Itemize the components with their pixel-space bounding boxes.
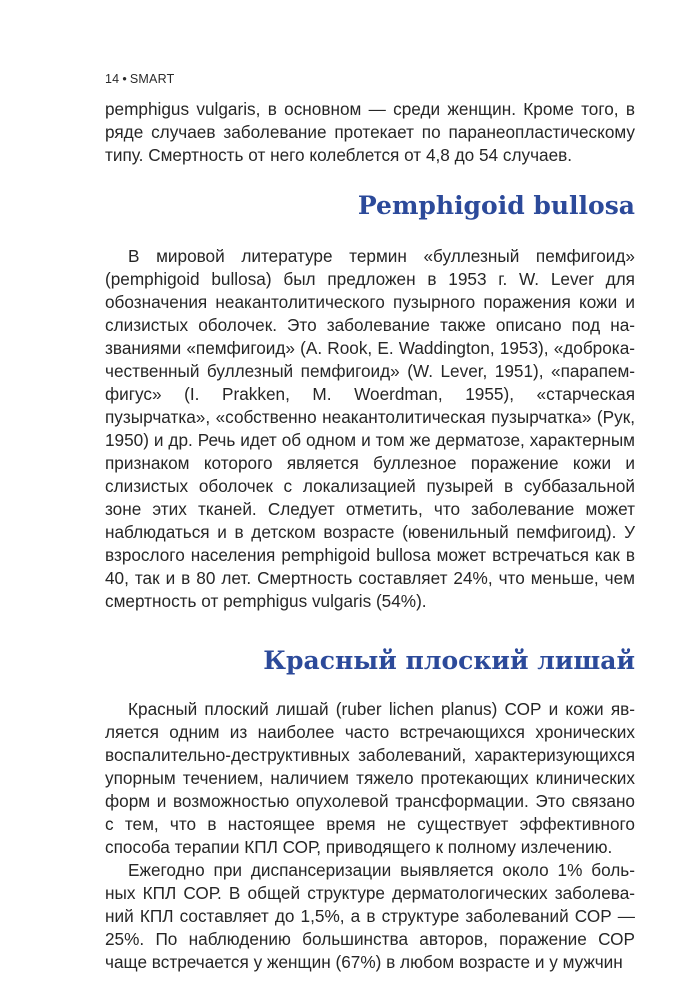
intro-paragraph: pemphigus vulgaris, в основном — среди женщин. Кроме того, в ряде случаев заболевание протекает по паранеопластическому типу. Смертность от него колеблется от 4,8 до 54 случаев.	[105, 99, 635, 165]
lichen-planus-paragraph-1: Красный плоский лишай (ruber lichen planus) СОР и кожи является одним из наиболее часто встречающихся хронических воспалительно-деструктивных заболеваний, характеризующихся упорным течением, наличием тяжело протекающих клинических форм и возможностью опухолевой трансформации. Это связано с тем, что в настоящее время не существует эффективного способа терапии КПЛ СОР, приводящего к полному излечению.	[105, 699, 635, 857]
section-heading-lichen-planus: Красный плоский лишай	[263, 646, 635, 675]
header-separator: •	[122, 72, 127, 86]
series-name: SMART	[129, 72, 175, 86]
page-number: 14	[105, 72, 120, 86]
section-heading-pemphigoid: Pemphigoid bullosa	[357, 191, 635, 220]
lichen-planus-paragraph-2: Ежегодно при диспансеризации выявляется около 1% больных КПЛ СОР. В общей структуре дерматологических заболеваний КПЛ составляет до 1,5%, а в структуре заболеваний СОР — 25%. По наблюдению большинства авторов, поражение СОР чаще встречается у женщин (67%) в любом возрасте и у мужчин	[105, 860, 635, 972]
book-page	[105, 72, 635, 974]
running-head	[105, 72, 635, 86]
pemphigoid-paragraph: В мировой литературе термин «буллезный пемфигоид» (pemphigoid bullosa) был предложен в 1953 г. W. Lever для обозначения неакантолитического пузырного поражения кожи и слизистых оболочек. Это заболевание также описано под названиями «пемфигоид» (A. Rook, E. Waddington, 1953), «доброкачественный буллезный пемфигоид» (W. Lever, 1951), «парапемфигус» (I. Prakken, M. Woerdman, 1955), «старческая пузырчатка», «собственно неакантолитическая пузырчатка» (Рук, 1950) и др. Речь идет об одном и том же дерматозе, характерным признаком которого является буллезное поражение кожи и слизистых оболочек с локализацией пузырей в суббазальной зоне этих тканей. Следует отметить, что заболевание может наблюдаться и в детском возрасте (ювенильный пемфигоид). У взрослого населения pemphigoid bullosa может встречаться как в 40, так и в 80 лет. Смертность составляет 24%, что меньше, чем смертность от pemphigus vulgaris (54%).	[105, 246, 635, 611]
